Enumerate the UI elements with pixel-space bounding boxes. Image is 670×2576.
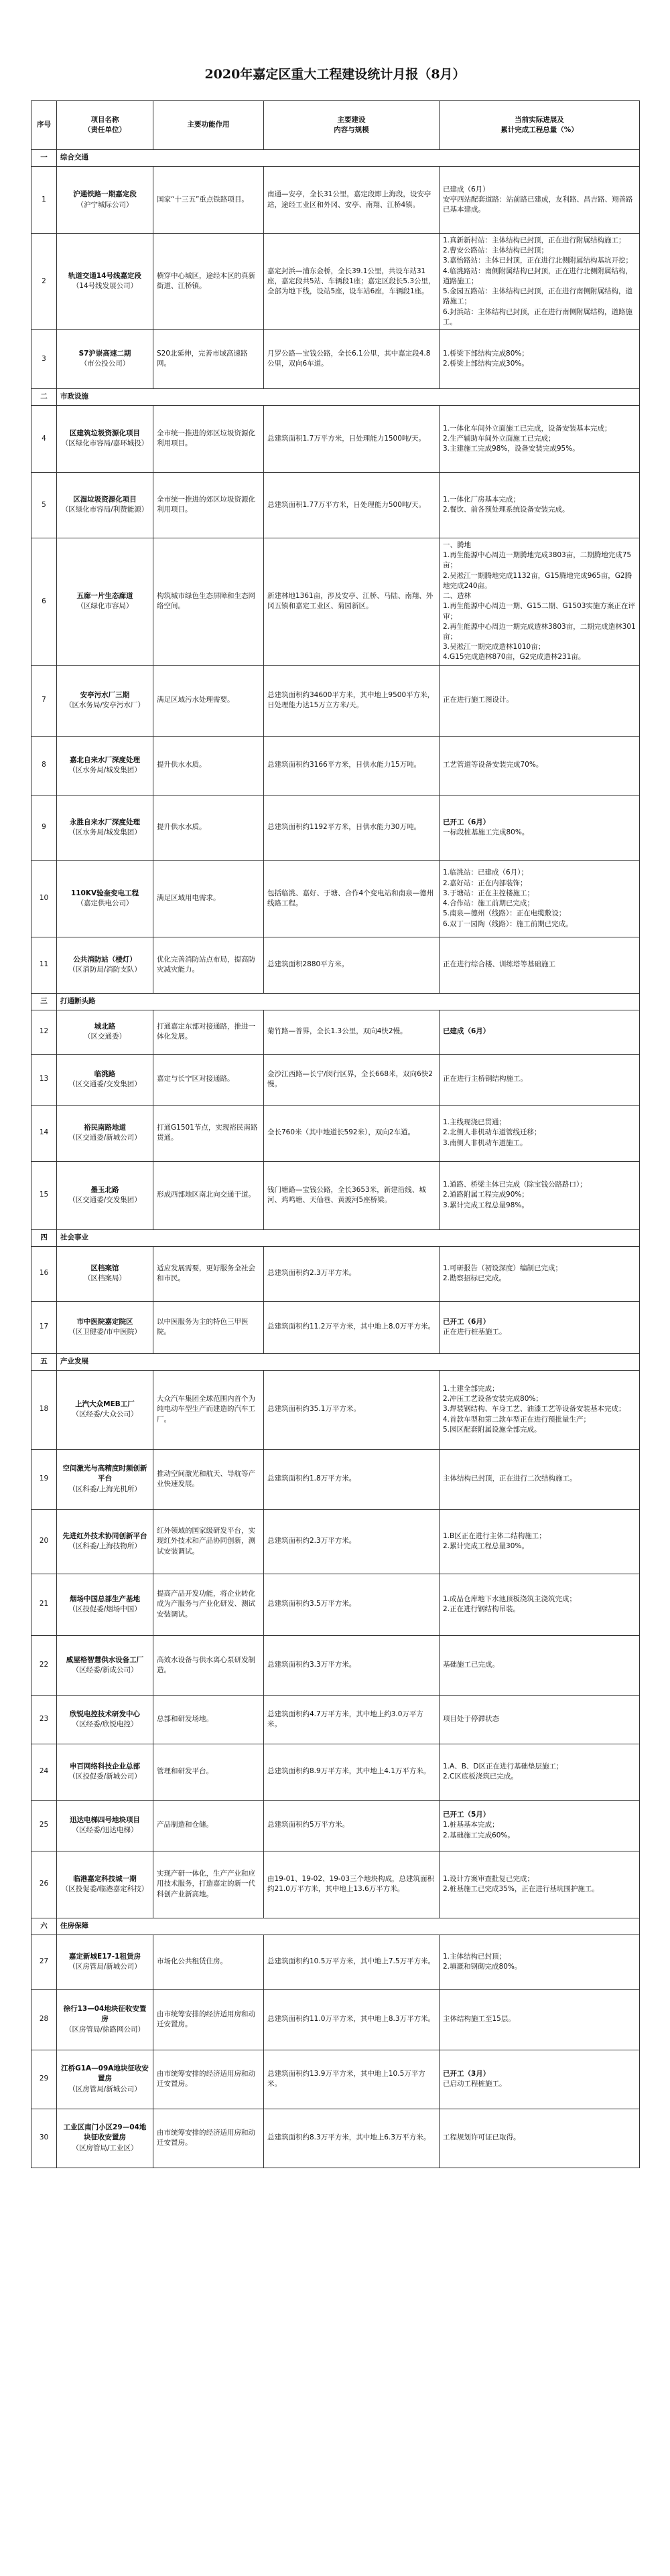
project-content: 金沙江西路—长宁/闵行区界，全长668米，双向6快2慢。	[264, 1054, 440, 1105]
project-progress: 已建成（6月） 安亭西站配套道路：站前路已建成，友利路、昌吉路、翔善路已基本建成。	[440, 167, 640, 234]
project-progress: 1.真新新村站：主体结构已封顶，正在进行附属结构施工； 2.曹安公路站：主体结构已封顶； 3.嘉怡路站：主体已封顶，正在进行北侧附属结构基坑开挖； 4.临洮路站：南侧附属结构已封顶，正在进行北侧附属结构，道路施工； 5.金园五路站：主体结构已封顶，正在进行南侧附属结构，道路施工； 6.封浜站：主体结构已封顶，正在进行南侧附属结构，道路施工。	[440, 234, 640, 330]
project-name: 安亭污水厂三期	[80, 690, 130, 699]
project-function: 满足区域用电需求。	[153, 860, 264, 937]
project-progress: 1.主线现浇已贯通； 2.北侧人非机动车道管线迁移； 3.南侧人非机动车道施工。	[440, 1105, 640, 1161]
header-content: 主要建设 内容与规模	[264, 101, 440, 150]
project-content: 嘉定封浜—浦东金桥，全长39.1公里，共设车站31座，嘉定段共5站、车辆段1座；嘉定区段长5.3公里，全部为地下线，设站5座，设车站6座，车辆段1座。	[264, 234, 440, 330]
row-number: 5	[31, 472, 57, 538]
project-unit: （区科委/上海光机所）	[68, 1485, 141, 1493]
row-number: 12	[31, 1010, 57, 1054]
project-name-cell	[57, 1935, 153, 1989]
project-progress: 已开工（3月） 已启动工程桩施工。	[440, 2050, 640, 2109]
header-progress: 当前实际进展及 累计完成工程总量（%）	[440, 101, 640, 150]
row-number: 18	[31, 1370, 57, 1449]
project-function: 实现产研一体化，生产产业和应用技术服务，打造嘉定的新一代科创产业新高地。	[153, 1851, 264, 1918]
table-row	[31, 1301, 640, 1353]
project-unit: （区投促委/临港嘉定科技）	[61, 1885, 149, 1894]
row-number: 7	[31, 665, 57, 736]
table-row	[31, 2109, 640, 2168]
project-name-cell	[57, 860, 153, 937]
row-number: 3	[31, 329, 57, 388]
section-label: 住房保障	[57, 1918, 640, 1935]
project-function: 形成西部地区南北向交通干道。	[153, 1161, 264, 1229]
table-row	[31, 1935, 640, 1989]
project-name-cell	[57, 1509, 153, 1574]
project-unit: （区水务局/城发集团）	[68, 766, 141, 775]
table-body	[31, 150, 640, 2168]
section-row	[31, 1229, 640, 1246]
project-unit: （区经委/迅达电梯）	[72, 1826, 138, 1835]
row-number: 4	[31, 405, 57, 472]
project-progress: 已开工（5月） 1.桩基基本完成； 2.基础施工完成60%。	[440, 1800, 640, 1851]
project-content: 总建筑面积约10.5万平方米，其中地上7.5万平方米。	[264, 1935, 440, 1989]
row-number: 10	[31, 860, 57, 937]
project-name: 嘉定新城E17-1租赁房	[69, 1952, 141, 1961]
project-progress: 1.土建全部完成； 2.冲压工艺设备安装完成80%； 3.焊装钢结构、车身工艺、油漆工艺等设备安装基本完成； 4.首款车型和第二款车型正在进行预批量生产； 5.园区配套附属设施全部完成。	[440, 1370, 640, 1449]
row-number: 17	[31, 1301, 57, 1353]
project-name-cell	[57, 665, 153, 736]
table-row	[31, 1851, 640, 1918]
project-unit: （区房管局/徐路网公司）	[64, 2025, 145, 2034]
project-content: 月罗公路—宝钱公路，全长6.1公里，其中嘉定段4.8公里，双向6车道。	[264, 329, 440, 388]
project-content: 南通—安亭，全长31公里，嘉定段即上海段，设安亭站，途经工业区和外冈、安亭、南翔、江桥4镇。	[264, 167, 440, 234]
project-function: 提高产品开发功能，将企业转化成为产服务与产业化研发、测试安装调试。	[153, 1574, 264, 1635]
project-unit: （区经委/欣锐电控）	[72, 1720, 138, 1729]
project-name: 区湿垃圾资源化项目	[73, 496, 137, 504]
project-name-cell	[57, 736, 153, 795]
project-name-cell	[57, 1851, 153, 1918]
project-unit: （区经委/新成公司）	[72, 1666, 138, 1675]
project-unit: （嘉定供电公司）	[76, 899, 133, 908]
project-function: 红外领域的国家级研发平台，实现红外技术和产品协同创新，测试安装调试。	[153, 1509, 264, 1574]
project-function: 满足区域污水处理需要。	[153, 665, 264, 736]
progress-status: 已开工（6月）	[443, 1317, 490, 1326]
project-function: 推动空间激光和航天、导航等产业快速发展。	[153, 1449, 264, 1509]
project-name: 徐行13—04地块征收安置房	[63, 2005, 147, 2024]
project-name: 永胜自来水厂深度处理	[70, 818, 140, 826]
project-function: 管理和研发平台。	[153, 1744, 264, 1800]
project-name: 工业区南门小区29—04地块征收安置房	[63, 2123, 147, 2142]
project-content: 总建筑面积约8.9万平方米，其中地上4.1万平方米。	[264, 1744, 440, 1800]
project-content: 包括临洮、嘉好、于塘、合作4个变电站和南泉—德州线路工程。	[264, 860, 440, 937]
project-unit: （区消防局/消防支队）	[68, 966, 141, 974]
project-function: 由市统筹安排的经济适用房和动迁安置房。	[153, 1989, 264, 2050]
table-row	[31, 1105, 640, 1161]
project-name-cell	[57, 1449, 153, 1509]
section-row	[31, 388, 640, 405]
project-unit: （区房管局/新城公司）	[68, 1963, 141, 1971]
progress-status: 已开工（5月）	[443, 1811, 490, 1819]
project-name: 上汽大众MEB工厂	[75, 1399, 135, 1408]
project-unit: （区交通委/交发集团）	[68, 1080, 141, 1089]
section-number: 二	[31, 388, 57, 405]
row-number: 14	[31, 1105, 57, 1161]
project-name-cell	[57, 1574, 153, 1635]
project-function: S20北延伸，完善市域高速路网。	[153, 329, 264, 388]
row-number: 28	[31, 1989, 57, 2050]
project-unit: （区绿化市容局）	[76, 602, 133, 611]
project-name-cell	[57, 329, 153, 388]
row-number: 6	[31, 538, 57, 665]
row-number: 21	[31, 1574, 57, 1635]
project-name: 墨玉北路	[90, 1185, 119, 1194]
section-label: 市政设施	[57, 388, 640, 405]
project-name-cell	[57, 472, 153, 538]
project-progress: 基础施工已完成。	[440, 1635, 640, 1695]
row-number: 24	[31, 1744, 57, 1800]
project-unit: （区房管局/工业区）	[72, 2143, 138, 2152]
project-unit: （区科委/上海技物所）	[68, 1542, 141, 1551]
project-function: 全市统一推进的郊区垃圾资源化利用项目。	[153, 472, 264, 538]
project-name-cell	[57, 2109, 153, 2168]
project-content: 钱门塘路—宝钱公路，全长3653米，新建沿线、城河、鸡鸣塘、天仙巷、黄渡河5座桥梁。	[264, 1161, 440, 1229]
project-progress: 1.A、B、D区正在进行基础垫层施工； 2.C区底板浇筑已完成。	[440, 1744, 640, 1800]
table-row	[31, 329, 640, 388]
project-function: 大众汽车集团全球范围内首个为纯电动车型生产而建造的汽车工厂。	[153, 1370, 264, 1449]
project-progress: 项目处于停滞状态	[440, 1695, 640, 1744]
project-name: 烟场中国总部生产基地	[70, 1594, 140, 1603]
project-progress: 1.桥梁下部结构完成80%； 2.桥梁上部结构完成30%。	[440, 329, 640, 388]
project-function: 市场化公共租赁住房。	[153, 1935, 264, 1989]
project-name-cell	[57, 1800, 153, 1851]
progress-status: 已开工（6月）	[443, 818, 490, 826]
project-name-cell	[57, 1161, 153, 1229]
project-name: 五廊一片生态廊道	[76, 592, 133, 601]
table-row	[31, 1370, 640, 1449]
table-row	[31, 538, 640, 665]
row-number: 30	[31, 2109, 57, 2168]
project-function: 以中医服务为主的特色三甲医院。	[153, 1301, 264, 1353]
project-name-cell	[57, 1370, 153, 1449]
project-content: 由19-01、19-02、19-03三个地块构成，总建筑面积约21.0万平方米，其中地上13.6万平方米。	[264, 1851, 440, 1918]
project-name-cell	[57, 795, 153, 860]
project-name-cell	[57, 167, 153, 234]
header-name: 项目名称 （责任单位）	[57, 101, 153, 150]
project-name: 迅达电梯四号地块项目	[70, 1815, 140, 1824]
project-content: 总建筑面积约35.1万平方米。	[264, 1370, 440, 1449]
row-number: 20	[31, 1509, 57, 1574]
project-function: 由市统筹安排的经济适用房和动迁安置房。	[153, 2050, 264, 2109]
project-name: 临洮路	[94, 1069, 116, 1078]
project-content: 总建筑面积约3166平方米，日供水能力15万吨。	[264, 736, 440, 795]
table-row	[31, 1635, 640, 1695]
row-number: 23	[31, 1695, 57, 1744]
project-unit: （区交通委/交发集团）	[68, 1196, 141, 1205]
table-row	[31, 167, 640, 234]
row-number: 13	[31, 1054, 57, 1105]
row-number: 29	[31, 2050, 57, 2109]
project-function: 横穿中心城区，途经本区的真新街道、江桥镇。	[153, 234, 264, 330]
project-content: 总建筑面积约11.2万平方米，其中地上8.0万平方米。	[264, 1301, 440, 1353]
row-number: 25	[31, 1800, 57, 1851]
project-name: 区档案馆	[90, 1264, 119, 1272]
project-function: 全市统一推进的郊区垃圾资源化利用项目。	[153, 405, 264, 472]
row-number: 19	[31, 1449, 57, 1509]
project-progress: 1.可研报告（初设深度）编制已完成； 2.勘察招标已完成。	[440, 1246, 640, 1301]
section-row	[31, 1918, 640, 1935]
project-name: 江桥G1A—09A地块征收安置房	[61, 2064, 149, 2083]
project-name: 城北路	[94, 1022, 116, 1031]
project-function: 优化完善消防站点布局，提高防灾减灾能力。	[153, 937, 264, 993]
section-row	[31, 150, 640, 167]
project-function: 由市统筹安排的经济适用房和动迁安置房。	[153, 2109, 264, 2168]
project-content: 总建筑面积约2.3万平方米。	[264, 1509, 440, 1574]
project-progress: 1.一体化车间外立面施工已完成，设备安装基本完成； 2.生产辅助车间外立面施工已完成； 3.主建施工完成98%，设备安装完成95%。	[440, 405, 640, 472]
project-progress: 一、腾地 1.再生能源中心周边一期腾地完成3803亩，二期腾地完成75亩； 2.吴淞江一期腾地完成1132亩，G15腾地完成965亩，G2腾地完成240亩。 二、造林 1.再生能源中心周边一期、G15二期、G1503实施方案正在评审； 2.再生能源中心周边一期完成造林3803亩，二期完成造林301亩； 3.吴淞江一期完成造林1010亩； 4.G15完成造林870亩，G2完成造林231亩。	[440, 538, 640, 665]
project-name: 沪通铁路一期嘉定段	[73, 190, 137, 199]
table-row	[31, 665, 640, 736]
header-no: 序号	[31, 101, 57, 150]
section-label: 产业发展	[57, 1353, 640, 1370]
table-row	[31, 405, 640, 472]
project-name: 申百网络科技企业总部	[70, 1762, 140, 1770]
row-number: 8	[31, 736, 57, 795]
project-content: 总建筑面积约3.5万平方米。	[264, 1574, 440, 1635]
project-name-cell	[57, 234, 153, 330]
project-progress: 1.道路、桥梁主体已完成（除宝钱公路路口）； 2.道路附属工程完成90%； 3.累计完成工程总量98%。	[440, 1161, 640, 1229]
project-unit: （区绿化市容局/利赞能源）	[61, 506, 149, 514]
project-progress: 主体结构已封顶，正在进行二次结构施工。	[440, 1449, 640, 1509]
row-number: 1	[31, 167, 57, 234]
project-name: 先进红外技术协同创新平台	[62, 1531, 147, 1540]
project-progress: 正在进行施工图设计。	[440, 665, 640, 736]
project-content: 菊竹路—普界，全长1.3公里，双向4快2慢。	[264, 1010, 440, 1054]
project-unit: （区房管局/新城公司）	[68, 2085, 141, 2093]
table-row	[31, 1574, 640, 1635]
table-row	[31, 1010, 640, 1054]
project-content: 总建筑面积约11.0万平方米，其中地上8.3万平方米。	[264, 1989, 440, 2050]
section-number: 五	[31, 1353, 57, 1370]
project-unit: （区投促委/新城公司）	[68, 1772, 141, 1781]
project-progress: 已开工（6月） 一标段桩基施工完成80%。	[440, 795, 640, 860]
table-row	[31, 1989, 640, 2050]
project-unit: （区经委/大众公司）	[72, 1410, 138, 1419]
row-number: 26	[31, 1851, 57, 1918]
project-progress: 主体结构施工至15层。	[440, 1989, 640, 2050]
project-progress: 1.设计方案审查批复已完成； 2.桩基施工已完成35%，正在进行基坑围护施工。	[440, 1851, 640, 1918]
table-row	[31, 472, 640, 538]
project-unit: （区水务局/城发集团）	[68, 828, 141, 837]
project-name-cell	[57, 1246, 153, 1301]
project-name-cell	[57, 1010, 153, 1054]
project-progress: 工程规划许可证已取得。	[440, 2109, 640, 2168]
project-name: 110KV验奎变电工程	[70, 889, 139, 897]
section-row	[31, 993, 640, 1010]
project-name-cell	[57, 1054, 153, 1105]
project-name-cell	[57, 2050, 153, 2109]
section-number: 四	[31, 1229, 57, 1246]
table-row	[31, 1695, 640, 1744]
project-content: 总建筑面积约1192平方米，日供水能力30万吨。	[264, 795, 440, 860]
project-unit: （区卫健委/市中医院）	[68, 1328, 141, 1337]
table-row	[31, 1800, 640, 1851]
project-progress: 正在进行综合楼、训练塔等基础施工	[440, 937, 640, 993]
project-content: 新建林地1361亩，涉及安亭、江桥、马陆、南翔、外冈五镇和嘉定工业区、菊园新区。	[264, 538, 440, 665]
project-content: 总建筑面积约1.8万平方米。	[264, 1449, 440, 1509]
project-function: 总部和研发场地。	[153, 1695, 264, 1744]
project-unit: （14号线发展公司）	[72, 282, 138, 291]
project-unit: （区交通委）	[84, 1033, 126, 1041]
project-name-cell	[57, 1695, 153, 1744]
project-name: 空间激光与高精度时频创新平台	[62, 1464, 147, 1483]
table-row	[31, 1744, 640, 1800]
row-number: 9	[31, 795, 57, 860]
project-progress	[440, 1010, 640, 1054]
table-row	[31, 736, 640, 795]
row-number: 11	[31, 937, 57, 993]
table-row	[31, 1054, 640, 1105]
project-content: 总建筑面积1.77万平方米，日处理能力500吨/天。	[264, 472, 440, 538]
table-row	[31, 1449, 640, 1509]
project-name: 公共消防站（楼灯）	[73, 955, 137, 964]
section-row	[31, 1353, 640, 1370]
project-unit: （区交通委/新城公司）	[68, 1134, 141, 1142]
row-number: 16	[31, 1246, 57, 1301]
project-content: 总建筑面积约5万平方米。	[264, 1800, 440, 1851]
project-name-cell	[57, 405, 153, 472]
project-name-cell	[57, 1105, 153, 1161]
project-name-cell	[57, 937, 153, 993]
project-unit: （区投促委/烟场中国）	[68, 1605, 141, 1614]
project-function: 适应发展需要，更好服务全社会和市民。	[153, 1246, 264, 1301]
project-content: 全长760米（其中地道长592米），双向2车道。	[264, 1105, 440, 1161]
project-name: S7沪崇高速二期	[78, 350, 131, 358]
project-content: 总建筑面积约3.3万平方米。	[264, 1635, 440, 1695]
table-row	[31, 795, 640, 860]
table-row	[31, 1161, 640, 1229]
project-name: 临港嘉定科技城一期	[73, 1874, 137, 1883]
project-content: 总建筑面积约8.3万平方米，其中地上6.3万平方米。	[264, 2109, 440, 2168]
row-number: 22	[31, 1635, 57, 1695]
project-name-cell	[57, 1635, 153, 1695]
project-content: 总建筑面积约4.7万平方米，其中地上约3.0万平方米。	[264, 1695, 440, 1744]
table-row	[31, 234, 640, 330]
project-name: 欣锐电控技术研发中心	[70, 1710, 140, 1718]
table-row	[31, 1246, 640, 1301]
table-row	[31, 937, 640, 993]
project-unit: （市公投公司）	[80, 360, 130, 368]
section-label: 打通断头路	[57, 993, 640, 1010]
project-content: 总建筑面积1.7万平方米，日处理能力1500吨/天。	[264, 405, 440, 472]
project-content: 总建筑面积约13.9万平方米，其中地上10.5万平方米。	[264, 2050, 440, 2109]
section-number: 一	[31, 150, 57, 167]
project-name: 嘉北自来水厂深度处理	[70, 755, 140, 764]
row-number: 15	[31, 1161, 57, 1229]
project-name-cell	[57, 1301, 153, 1353]
section-number: 三	[31, 993, 57, 1010]
report-title: 2020年嘉定区重大工程建设统计月报（8月）	[204, 67, 466, 82]
progress-status: 已建成（6月）	[443, 1027, 490, 1036]
project-function: 提升供水水质。	[153, 795, 264, 860]
project-content: 总建筑面积约2.3万平方米。	[264, 1246, 440, 1301]
section-number: 六	[31, 1918, 57, 1935]
table-header-row	[31, 101, 640, 150]
project-unit: （区绿化市容局/嘉环城投）	[61, 439, 149, 448]
project-name: 威屋格智慧供水设备工厂	[66, 1655, 144, 1664]
project-name: 裕民南路地道	[84, 1123, 126, 1132]
project-function: 国家“十三五”重点铁路项目。	[153, 167, 264, 234]
project-name: 市中医院嘉定院区	[76, 1317, 133, 1326]
project-progress: 1.临洮站：已建成（6月）； 2.嘉好站：正在内部装饰； 3.于塘站：正在主控楼施工； 4.合作站：施工前期已完成； 5.南泉—德州（线路）：正在电缆敷设； 6.双丁一园陶（线路）：施工前期已完成。	[440, 860, 640, 937]
project-content: 总建筑面积约34600平方米，其中地上9500平方米，日处理能力达15万立方米/天。	[264, 665, 440, 736]
section-label: 综合交通	[57, 150, 640, 167]
table-row	[31, 860, 640, 937]
table-row	[31, 1509, 640, 1574]
table-row	[31, 2050, 640, 2109]
project-progress: 1.主体结构已封顶； 2.填溉和钢砌完成80%。	[440, 1935, 640, 1989]
project-progress: 1.成品仓库地下水池顶板浇筑主浇筑完成； 2.正在进行钢结构吊装。	[440, 1574, 640, 1635]
project-unit: （区水务局/安亭污水厂）	[64, 701, 145, 710]
row-number: 27	[31, 1935, 57, 1989]
project-name-cell	[57, 1744, 153, 1800]
project-progress: 工艺管道等设备安装完成70%。	[440, 736, 640, 795]
project-progress: 1.B区正在进行主体二结构施工； 2.累计完成工程总量30%。	[440, 1509, 640, 1574]
project-content: 总建筑面积2880平方米。	[264, 937, 440, 993]
row-number: 2	[31, 234, 57, 330]
project-function: 打通G1501节点，实现裕民南路贯通。	[153, 1105, 264, 1161]
project-function: 高效水设备与供水离心泵研发制造。	[153, 1635, 264, 1695]
project-progress: 1.一体化厂房基本完成； 2.餐饮、前各预处理系统设备安装完成。	[440, 472, 640, 538]
project-name: 区建筑垃圾资源化项目	[70, 429, 140, 438]
project-unit: （沪宁城际公司）	[76, 200, 133, 209]
header-func: 主要功能作用	[153, 101, 264, 150]
project-name-cell	[57, 1989, 153, 2050]
project-name: 轨道交通14号线嘉定段	[68, 272, 142, 281]
project-table	[31, 100, 640, 2168]
project-function: 产品制造和仓储。	[153, 1800, 264, 1851]
project-function: 打通嘉定东部对接通路，推进一体化发展。	[153, 1010, 264, 1054]
project-unit: （区档案局）	[84, 1274, 126, 1283]
project-function: 构筑城市绿色生态屏障和生态网络空间。	[153, 538, 264, 665]
project-function: 嘉定与长宁区对接通路。	[153, 1054, 264, 1105]
section-label: 社会事业	[57, 1229, 640, 1246]
project-name-cell	[57, 538, 153, 665]
project-progress: 已开工（6月） 正在进行桩基施工。	[440, 1301, 640, 1353]
progress-status: 已开工（3月）	[443, 2069, 490, 2078]
project-progress: 正在进行主桥钢结构施工。	[440, 1054, 640, 1105]
project-function: 提升供水水质。	[153, 736, 264, 795]
